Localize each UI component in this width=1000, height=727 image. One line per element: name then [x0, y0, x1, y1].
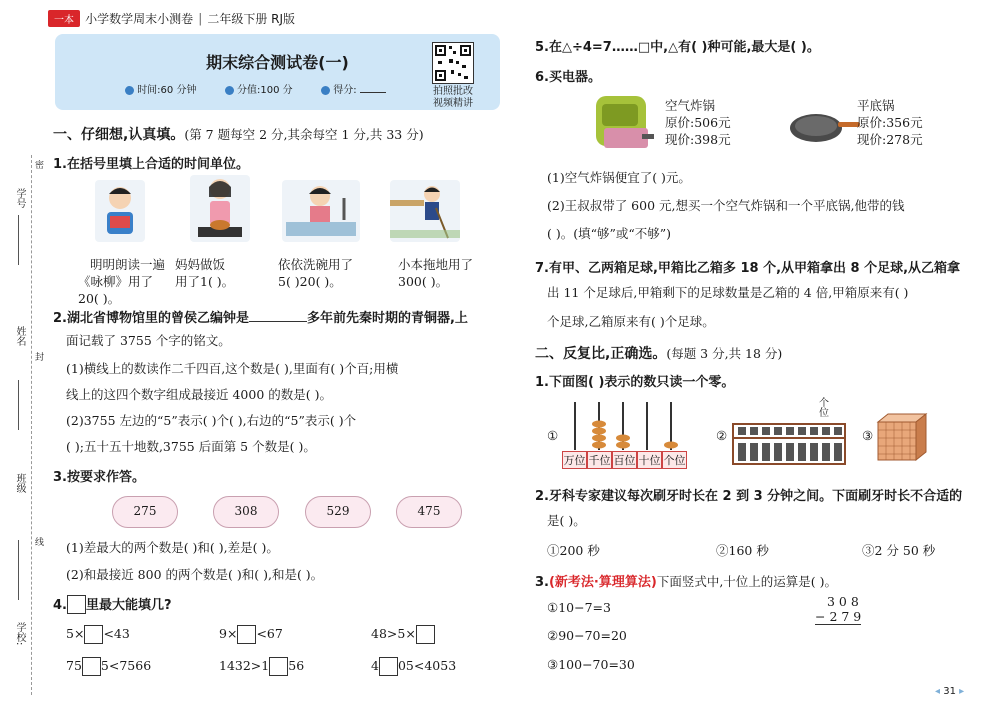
q2-line-2: 面记载了 3755 个字的铭文。	[66, 333, 231, 348]
section-1-heading: 一、仔细想,认真填。(第 7 题每空 2 分,其余每空 1 分,共 33 分)	[53, 127, 424, 143]
series-name: 小学数学周末小测卷	[85, 12, 194, 26]
frying-pan-original-price: 原价:356元	[857, 115, 923, 130]
question-6: 6.买电器。	[535, 70, 601, 85]
margin-xuehao: 学号	[14, 188, 25, 208]
washing-dishes-image	[282, 180, 360, 242]
q6-sub-2a: (2)王叔叔带了 600 元,想买一个空气炸锅和一个平底锅,他带的钱	[547, 198, 905, 213]
cloud-number: 308	[213, 496, 279, 528]
c3-option-2[interactable]: ②90−70=20	[547, 628, 627, 643]
answer-box[interactable]	[379, 657, 398, 676]
question-5: 5.在△÷4=7……□中,△有( )种可能,最大是( )。	[535, 40, 820, 55]
c1-option-3-label: ③	[862, 428, 874, 443]
cloud-number: 529	[305, 496, 371, 528]
q4-item: 9× <67	[219, 625, 283, 644]
got-blank	[360, 92, 386, 93]
cut-line	[31, 155, 32, 695]
choice-3: 3.(新考法·算理算法)下面竖式中,十位上的运算是( )。	[535, 574, 838, 590]
qr-caption: 拍照批改 视频精讲	[433, 86, 473, 109]
page-number: ◂ 31 ▸	[935, 686, 965, 697]
check-icon	[321, 86, 330, 95]
choice-1: 1.下面图( )表示的数只读一个零。	[535, 375, 735, 390]
answer-box[interactable]	[269, 657, 288, 676]
abacus-image	[732, 423, 846, 465]
answer-box[interactable]	[82, 657, 101, 676]
question-2: 2.湖北省博物馆里的曾侯乙编钟是 多年前先秦时期的青铜器,上	[53, 311, 468, 326]
question-3: 3.按要求作答。	[53, 470, 145, 485]
vertical-subtraction: 3 0 8 − 2 7 9	[815, 594, 862, 624]
question-1: 1.在括号里填上合适的时间单位。	[53, 157, 249, 172]
frying-pan-image	[788, 104, 860, 150]
page-title: 期末综合测试卷(一)	[206, 53, 349, 72]
score-icon	[225, 86, 234, 95]
cloud-number: 475	[396, 496, 462, 528]
score-label: 分值:100 分	[237, 85, 293, 96]
margin-xian: 线	[35, 538, 45, 548]
q4-item: 75 5<7566	[66, 657, 151, 676]
mopping-boy-image	[390, 180, 460, 242]
q2-sub-1b: 线上的这四个数字组成最接近 4000 的数是( )。	[66, 387, 332, 402]
q7-line-2: 出 11 个足球后,甲箱剩下的足球数量是乙箱的 4 倍,甲箱原来有( )	[547, 285, 909, 300]
c2-option-1[interactable]: ①200 秒	[547, 543, 600, 558]
q1-item-3: 依依洗碗用了 5( )20( )。	[278, 257, 354, 289]
q4-item: 48>5×	[371, 625, 435, 644]
margin-xingming: 姓名	[14, 326, 25, 346]
q1-item-4: 小本拖地用了 300( )。	[398, 257, 474, 289]
q1-item-1: 明明朗读一遍 《咏柳》用了 20( )。	[78, 257, 166, 306]
air-fryer-image	[592, 90, 656, 156]
q6-sub-2b: ( )。(填“够”或“不够”)	[547, 226, 672, 241]
c3-option-1[interactable]: ①10−7=3	[547, 600, 611, 615]
choice-2: 2.牙科专家建议每次刷牙时长在 2 到 3 分钟之间。下面刷牙时长不合适的	[535, 489, 963, 504]
new-method-tag: (新考法·算理算法)	[548, 575, 657, 590]
q7-line-3: 个足球,乙箱原来有( )个足球。	[547, 314, 715, 329]
q4-item: 5× <43	[66, 625, 130, 644]
c1-option-2-label: ②	[716, 428, 728, 443]
margin-feng: 封	[35, 353, 45, 363]
c2-option-2[interactable]: ②160 秒	[716, 543, 769, 558]
cooking-mom-image	[190, 175, 250, 242]
q3-sub-2: (2)和最接近 800 的两个数是( )和( ),和是( )。	[66, 567, 324, 582]
place-value-labels: 万位 千位 百位 十位 个位	[562, 451, 687, 469]
base-ten-blocks-image	[876, 412, 936, 462]
section-2-heading: 二、反复比,正确选。(每题 3 分,共 18 分)	[535, 346, 783, 362]
info-row	[125, 81, 386, 96]
answer-box[interactable]	[84, 625, 103, 644]
frying-pan-info	[857, 97, 923, 148]
clock-icon	[125, 86, 134, 95]
q2-sub-1a: (1)横线上的数读作二千四百,这个数是( ),里面有( )个百;用横	[66, 361, 399, 376]
margin-mi: 密	[35, 161, 45, 171]
q2-sub-2b: ( );五十五十地数,3755 后面第 5 个数是( )。	[66, 439, 316, 454]
reading-boy-image	[95, 180, 145, 242]
qr-code[interactable]	[432, 42, 474, 84]
question-4: 4. 里最大能填几?	[53, 594, 172, 614]
q1-item-2: 妈妈做饭 用了1( )。	[175, 257, 235, 289]
margin-banji: 班级	[14, 473, 25, 493]
c1-option-1-label: ①	[547, 428, 559, 443]
q2-sub-2a: (2)3755 左边的“5”表示( )个( ),右边的“5”表示( )个	[66, 413, 357, 428]
c3-option-3[interactable]: ③100−70=30	[547, 657, 635, 672]
q4-item: 1432>1 56	[219, 657, 304, 676]
grade-label: 二年级下册 RJ版	[207, 12, 296, 26]
c2-option-3[interactable]: ③2 分 50 秒	[862, 543, 936, 558]
cloud-number: 275	[112, 496, 178, 528]
q4-item: 4 05<4053	[371, 657, 456, 676]
choice-2-line-2: 是( )。	[547, 513, 586, 528]
ones-place-label: 个位	[816, 397, 828, 417]
frying-pan-name: 平底锅	[857, 98, 895, 113]
got-label: 得分:	[333, 85, 357, 96]
top-bar: 一本 小学数学周末小测卷 | 二年级下册 RJ版	[48, 8, 295, 26]
margin-xuexiao: 学校:	[14, 622, 25, 646]
air-fryer-name: 空气炸锅	[665, 98, 716, 113]
air-fryer-original-price: 原价:506元	[665, 115, 731, 130]
question-7: 7.有甲、乙两箱足球,甲箱比乙箱多 18 个,从甲箱拿出 8 个足球,从乙箱拿	[535, 261, 961, 276]
frying-pan-current-price: 现价:278元	[857, 132, 923, 147]
air-fryer-current-price: 现价:398元	[665, 132, 731, 147]
q6-sub-1: (1)空气炸锅便宜了( )元。	[547, 170, 691, 185]
q2-answer-line[interactable]	[249, 309, 307, 322]
q3-sub-1: (1)差最大的两个数是( )和( ),差是( )。	[66, 540, 279, 555]
answer-box[interactable]	[416, 625, 435, 644]
time-label: 时间:60 分钟	[137, 85, 197, 96]
answer-box[interactable]	[67, 595, 86, 614]
brand-badge: 一本	[48, 10, 80, 27]
air-fryer-info	[665, 97, 731, 148]
answer-box[interactable]	[237, 625, 256, 644]
